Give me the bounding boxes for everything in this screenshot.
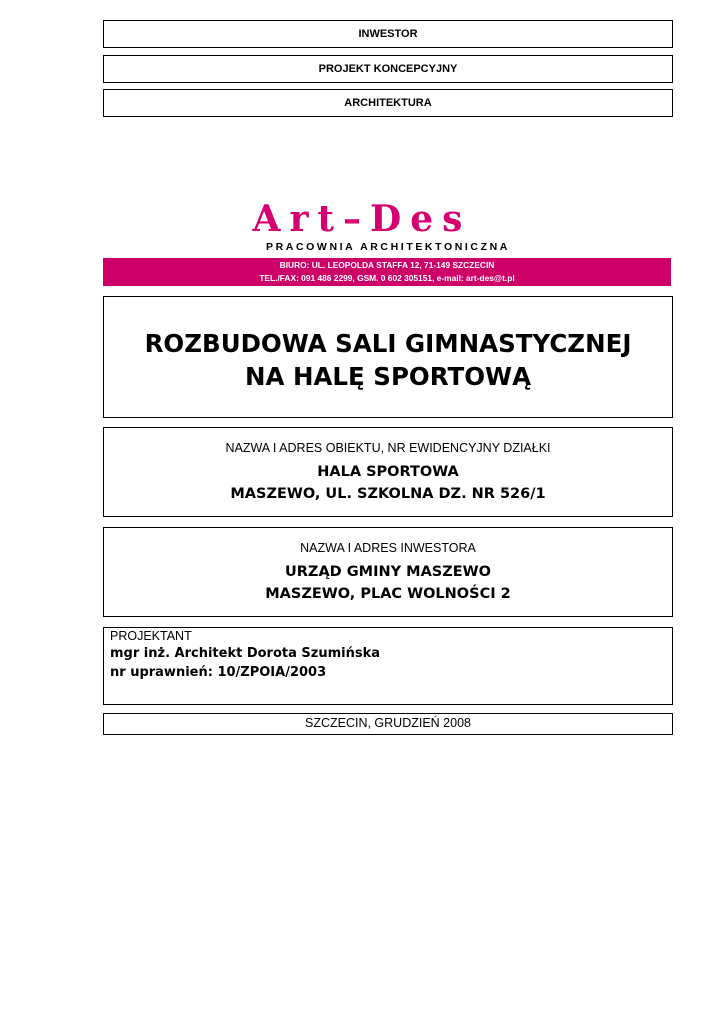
company-subtitle: PRACOWNIA ARCHITEKTONICZNA <box>266 241 510 253</box>
company-logo: Art–Des <box>252 198 472 240</box>
header-row-projekt: PROJEKT KONCEPCYJNY <box>103 55 673 83</box>
investor-name: URZĄD GMINY MASZEWO <box>284 564 491 580</box>
project-title-line2: NA HALĘ SPORTOWĄ <box>244 362 532 391</box>
company-contact-line: TEL./FAX: 091 486 2299, GSM. 0 602 305151, e-mail: art-des@t.pl <box>259 273 515 283</box>
object-box <box>103 427 673 517</box>
company-address-line: BIURO: UL. LEOPOLDA STAFFA 12, 71-149 SZCZECIN <box>279 260 495 270</box>
investor-box <box>103 527 673 617</box>
investor-value <box>104 561 672 605</box>
object-name: HALA SPORTOWA <box>317 464 459 480</box>
company-address-band <box>103 258 671 286</box>
designer-label: PROJEKTANT <box>110 629 192 643</box>
project-title <box>104 327 672 393</box>
project-title-line1: ROZBUDOWA SALI GIMNASTYCZNEJ <box>144 329 632 358</box>
header-row-architektura: ARCHITEKTURA <box>103 89 673 117</box>
project-title-box <box>103 296 673 418</box>
designer-box <box>103 627 673 705</box>
header-row-inwestor: INWESTOR <box>103 20 673 48</box>
object-label: NAZWA I ADRES OBIEKTU, NR EWIDENCYJNY DZIAŁKI <box>225 441 551 455</box>
place-date-box <box>103 713 673 735</box>
object-value <box>104 461 672 505</box>
investor-label: NAZWA I ADRES INWESTORA <box>300 541 476 555</box>
place-date: SZCZECIN, GRUDZIEŃ 2008 <box>304 716 471 730</box>
designer-name: mgr inż. Architekt Dorota Szumińska <box>110 646 381 661</box>
investor-address: MASZEWO, PLAC WOLNOŚCI 2 <box>265 586 511 602</box>
designer-license: nr uprawnień: 10/ZPOIA/2003 <box>110 665 327 680</box>
object-address: MASZEWO, UL. SZKOLNA DZ. NR 526/1 <box>230 486 546 502</box>
